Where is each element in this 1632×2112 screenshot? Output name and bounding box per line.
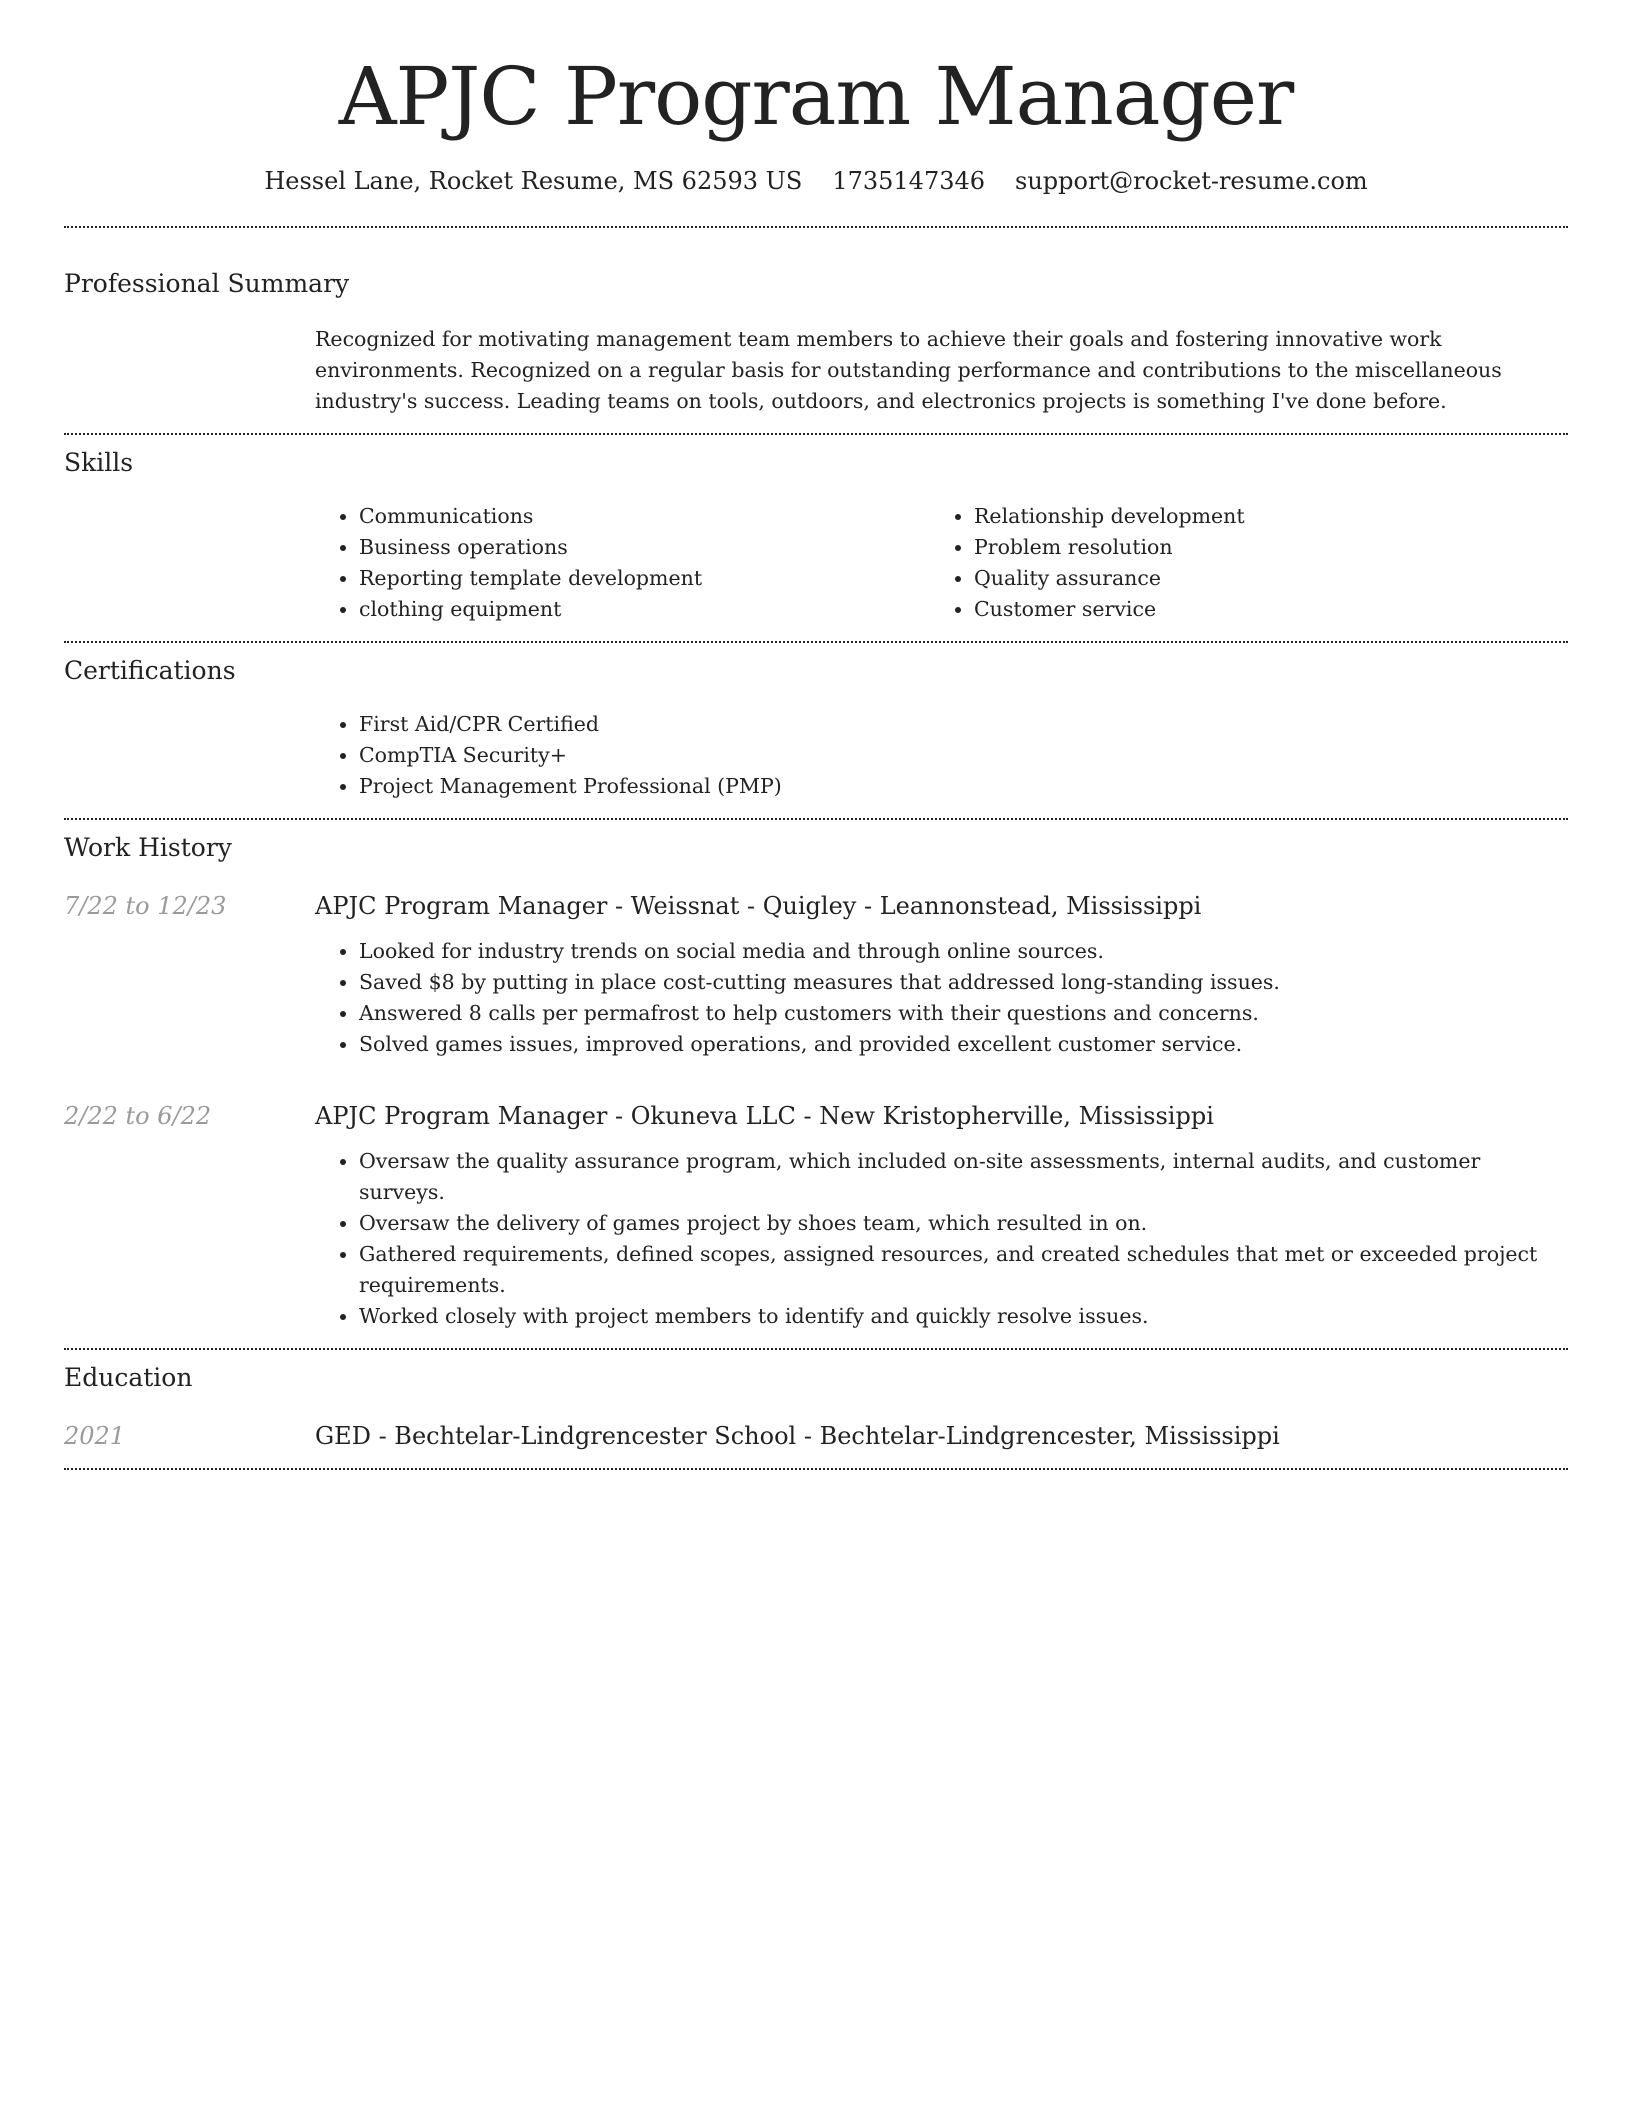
contact-line <box>64 166 1568 196</box>
job-bullet: • Oversaw the delivery of games project by shoes team, which resulted in on. <box>359 1208 1568 1239</box>
job-bullet: • Gathered requirements, defined scopes, assigned resources, and created schedules that met or exceeded project requirements. <box>359 1239 1568 1301</box>
job-heading: APJC Program Manager - Okuneva LLC - New Kristopherville, Mississippi <box>315 1102 1214 1130</box>
job-bullets <box>315 936 1568 1060</box>
skills-columns <box>315 479 1568 641</box>
job-bullet: • Worked closely with project members to identify and quickly resolve issues. <box>359 1301 1568 1332</box>
job-bullet: • Oversaw the quality assurance program, which included on-site assessments, internal audits, and customer surveys. <box>359 1146 1568 1208</box>
summary-text: Recognized for motivating management team members to achieve their goals and fostering innovative work environments. Recognized on a regular basis for outstanding performance and contributions to the miscellaneous industry's success. Leading teams on tools, outdoors, and electronics projects is something I've done before. <box>315 327 1502 413</box>
skill-item: • Business operations <box>359 532 930 563</box>
skill-item: • Customer service <box>974 594 1545 625</box>
education-entry <box>64 1420 1568 1452</box>
job-dates: 2/22 to 6/22 <box>64 1102 212 1130</box>
skills-section <box>64 435 1568 641</box>
skill-item: • Problem resolution <box>974 532 1545 563</box>
certifications-section <box>64 643 1568 818</box>
contact-address: Hessel Lane, Rocket Resume, MS 62593 US <box>264 167 803 195</box>
job-bullet: • Saved $8 by putting in place cost-cutting measures that addressed long-standing issues. <box>359 967 1568 998</box>
skill-item: • Communications <box>359 501 930 532</box>
job-bullet: • Looked for industry trends on social media and through online sources. <box>359 936 1568 967</box>
job-entry <box>64 1100 1568 1332</box>
contact-email: support@rocket-resume.com <box>1015 167 1368 195</box>
education-date: 2021 <box>64 1422 126 1450</box>
skills-column-right <box>930 501 1545 625</box>
section-title: Certifications <box>64 656 236 685</box>
skill-item: • Relationship development <box>974 501 1545 532</box>
section-title: Professional Summary <box>64 269 350 298</box>
skill-item: • clothing equipment <box>359 594 930 625</box>
education-section <box>64 1350 1568 1468</box>
work-history-section <box>64 820 1568 1348</box>
job-entry <box>64 890 1568 1060</box>
contact-phone: 1735147346 <box>832 167 986 195</box>
resume-page <box>64 0 1568 1470</box>
certification-item: • First Aid/CPR Certified <box>359 709 1568 740</box>
skills-column-left <box>315 501 930 625</box>
job-heading: APJC Program Manager - Weissnat - Quigley - Leannonstead, Mississippi <box>315 892 1202 920</box>
professional-summary-section <box>64 228 1568 433</box>
job-bullet: • Answered 8 calls per permafrost to help customers with their questions and concerns. <box>359 998 1568 1029</box>
certifications-list <box>315 687 1568 818</box>
section-title: Education <box>64 1363 193 1392</box>
section-divider <box>64 1468 1568 1470</box>
section-title: Work History <box>64 833 232 862</box>
skill-item: • Reporting template development <box>359 563 930 594</box>
job-bullet: • Solved games issues, improved operations, and provided excellent customer service. <box>359 1029 1568 1060</box>
resume-header <box>64 0 1568 196</box>
certification-item: • CompTIA Security+ <box>359 740 1568 771</box>
section-title: Skills <box>64 448 134 477</box>
job-bullets <box>315 1146 1568 1332</box>
skill-item: • Quality assurance <box>974 563 1545 594</box>
candidate-name: APJC Program Manager <box>338 50 1294 143</box>
job-dates: 7/22 to 12/23 <box>64 892 227 920</box>
education-heading: GED - Bechtelar-Lindgrencester School - Bechtelar-Lindgrencester, Mississippi <box>315 1422 1280 1450</box>
certification-item: • Project Management Professional (PMP) <box>359 771 1568 802</box>
